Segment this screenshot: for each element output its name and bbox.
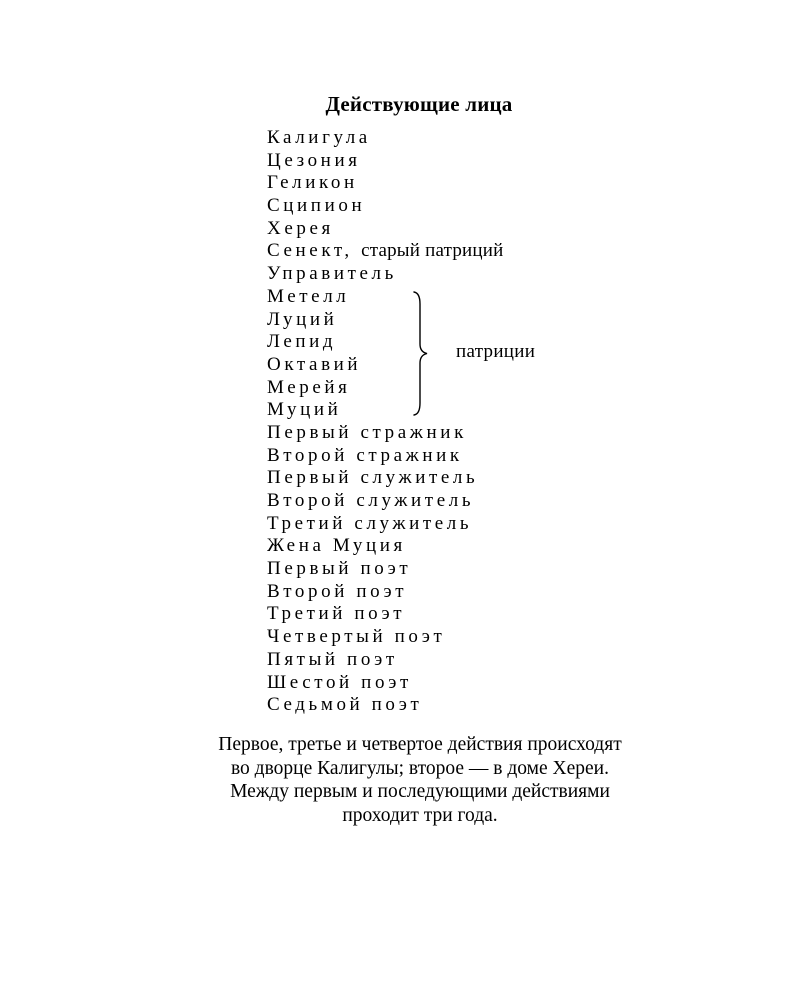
cast-item: Второй поэт <box>267 580 408 602</box>
cast-item: Сципион <box>267 195 366 217</box>
cast-item: Управитель <box>267 263 397 285</box>
cast-item: Калигула <box>267 127 371 148</box>
cast-item: Муций <box>267 399 342 421</box>
page-title: Действующие лица <box>325 92 513 116</box>
setting-line: проходит три года. <box>342 804 498 826</box>
cast-item: Мерейя <box>267 376 351 398</box>
cast-item: Херея <box>267 217 334 239</box>
setting-line: во дворце Калигулы; второе — в доме Хереи. <box>230 757 609 779</box>
cast-item: Пятый поэт <box>267 648 398 670</box>
cast-item: Четвертый поэт <box>267 626 446 648</box>
cast-item: Второй служитель <box>267 490 475 511</box>
cast-item: Лепид <box>267 331 337 353</box>
setting-paragraph <box>150 733 690 827</box>
cast-item: Третий служитель <box>267 512 473 534</box>
cast-item: Шестой поэт <box>267 671 412 693</box>
cast-item: Первый служитель <box>267 467 479 489</box>
cast-item: Седьмой поэт <box>267 694 423 716</box>
curly-brace-icon <box>410 290 432 417</box>
cast-item: Октавий <box>267 353 362 375</box>
cast-item: Третий поэт <box>267 603 406 625</box>
cast-list <box>267 127 504 717</box>
cast-item: Сенект, старый патриций <box>267 240 504 262</box>
cast-item: Цезония <box>267 149 361 171</box>
cast-note: старый патриций <box>361 240 504 262</box>
patricians-label: патриции <box>456 341 536 362</box>
cast-item: Луций <box>267 308 338 330</box>
cast-item: Второй стражник <box>267 444 463 466</box>
cast-item: Геликон <box>267 172 358 194</box>
setting-line: Между первым и последующими действиями <box>230 781 610 803</box>
cast-item: Жена Муция <box>267 535 406 557</box>
setting-line: Первое, третье и четвертое действия происходят <box>218 734 622 755</box>
cast-item: Метелл <box>267 285 350 307</box>
cast-item: Первый поэт <box>267 558 412 580</box>
cast-item: Первый стражник <box>267 421 467 443</box>
